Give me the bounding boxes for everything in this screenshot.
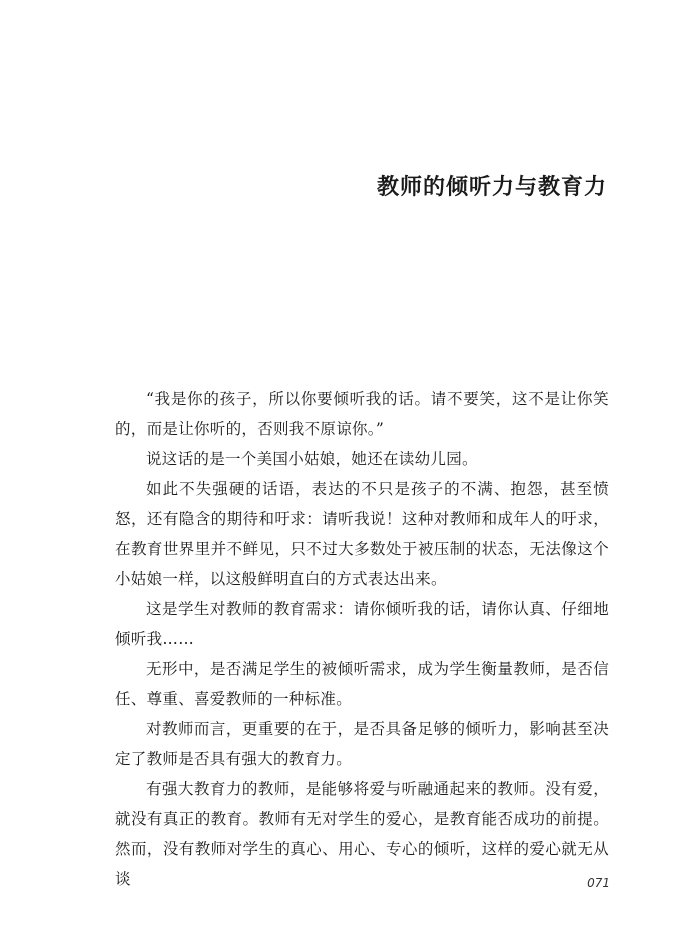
paragraph: 如此不失强硬的话语，表达的不只是孩子的不满、抱怨，甚至愤怒，还有隐含的期待和吁求：请听我说！这种对教师和成年人的吁求，在教育世界里并不鲜见，只不过大多数处于被压制的状态，无法像这个小姑娘一样，以这般鲜明直白的方式表达出来。	[115, 480, 609, 588]
paragraph: 无形中，是否满足学生的被倾听需求，成为学生衡量教师，是否信任、尊重、喜爱教师的一种标准。	[115, 660, 609, 708]
paragraph: “我是你的孩子，所以你要倾听我的话。请不要笑，这不是让你笑的，而是让你听的，否则我不原谅你。”	[115, 390, 609, 438]
body-text	[115, 384, 609, 894]
page-title: 教师的倾听力与教育力	[376, 174, 607, 200]
paragraph: 有强大教育力的教师，是能够将爱与听融通起来的教师。没有爱，就没有真正的教育。教师有无对学生的爱心，是教育能否成功的前提。然而，没有教师对学生的真心、用心、专心的倾听，这样的爱心就无从谈	[115, 780, 609, 888]
paragraph: 这是学生对教师的教育需求：请你倾听我的话，请你认真、仔细地倾听我……	[115, 600, 609, 648]
paragraph: 对教师而言，更重要的在于，是否具备足够的倾听力，影响甚至决定了教师是否具有强大的教育力。	[115, 720, 609, 768]
page-number: 071	[587, 876, 610, 890]
paragraph: 说这话的是一个美国小姑娘，她还在读幼儿园。	[146, 450, 478, 468]
